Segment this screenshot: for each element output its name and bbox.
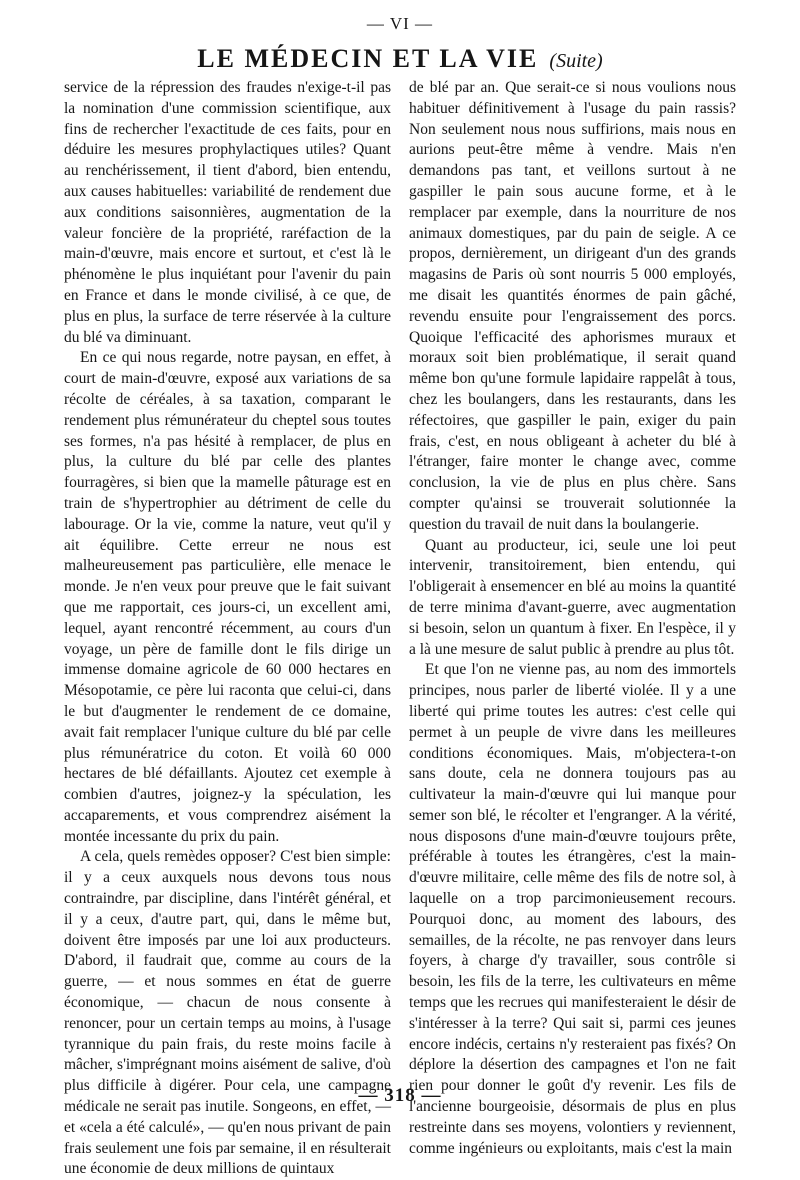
- page-number: — 318 —: [358, 1085, 442, 1106]
- right-column: [409, 78, 736, 1159]
- page-title: LE MÉDECIN ET LA VIE: [197, 44, 539, 73]
- paragraph: de blé par an. Que serait-ce si nous voulions nous habituer définitivement à l'usage du pain rassis? Non seulement nous nous suffirions, mais nous en aurions peut-être même à vendre. Mais n'en demandons pas tant, et veillons surtout à ne gaspiller le pain sous aucune forme, et à le remplacer par exemple, dans la nourriture de nos animaux domestiques, par du pain de seigle. A ce propos, dernièrement, un dirigeant d'un des grands magasins de Paris où sont nourris 5 000 employés, me disait les quantités énormes de pain gâché, revendu ensuite pour l'engraissement des porcs. Quoique l'efficacité des aphorismes muraux et moraux soit bien problématique, il serait quand même bon qu'une formule lapidaire rappelât à tous, chez les boulangers, dans les restaurants, dans les réfectoires, que gaspiller le pain, exiger du pain frais, c'est, en nous obligeant à acheter du blé à l'étranger, faire monter le change avec, comme conclusion, la vie de plus en plus chère. Sans compter qu'ainsi se trouverait solutionnée la question du travail de nuit dans la boulangerie.: [409, 79, 736, 533]
- paragraph: A cela, quels remèdes opposer? C'est bien simple: il y a ceux auxquels nous devons tous nous contraindre, par discipline, dans l'intérêt général, et il y a ceux, d'autre part, qui, dans le même but, doivent être imposés par une loi aux producteurs. D'abord, il faudrait que, comme au cours de la guerre, — et nous sommes en état de guerre économique, — chacun de nous consente à renoncer, pour un certain temps au moins, à l'usage tyrannique du pain frais, du reste moins facile à mâcher, s'imprégnant moins aisément de salive, d'où plus difficile à digérer. Pour cela, une campagne médicale ne serait pas inutile. Songeons, en effet, — et «cela a été calculé», — qu'en nous privant de pain frais seulement une fois par semaine, il en résulterait une économie de deux millions de quintaux: [64, 848, 391, 1178]
- page-header: [0, 44, 800, 74]
- paragraph: Quant au producteur, ici, seule une loi peut intervenir, transitoirement, bien entendu, qui l'obligerait à ensemencer en blé au moins la quantité de terre minima d'avant-guerre, avec augmentation si besoin, selon un quantum à fixer. En l'espèce, il y a là une mesure de salut public à prendre au plus tôt.: [409, 536, 736, 658]
- paragraph: service de la répression des fraudes n'exige-t-il pas la nomination d'une commission scientifique, aux fins de rechercher l'exactitude de ces faits, pour en déduire les mesures prophylactiques utiles? Quant au renchérissement, il tient d'abord, bien entendu, aux causes habituelles: variabilité de rendement due aux conditions saisonnières, augmentation de la valeur foncière de la propriété, raréfaction de la main-d'œuvre, mais encore et surtout, et c'est là le phénomène le plus inquiétant pour l'avenir du pain en France et dans le monde civilisé, à ce que, de plus en plus, la surface de terre réservée à la culture du blé va diminuant.: [64, 79, 391, 346]
- paragraph: Et que l'on ne vienne pas, au nom des immortels principes, nous parler de liberté violée. Il y a une liberté qui prime toutes les autres: c'est celle qui permet à un peuple de vivre dans les meilleures conditions économiques. Mais, m'objectera-t-on sans doute, cela ne donnera toujours pas au cultivateur la main-d'œuvre qui lui manque pour semer son blé, le récolter et l'engranger. A la vérité, nous disposons d'une main-d'œuvre toujours prête, préférable à toutes les étrangères, c'est la main-d'œuvre militaire, celle même des fils de notre sol, à laquelle on a trop parcimonieusement recours. Pourquoi donc, au moment des labours, des semailles, de la récolte, ne pas renvoyer dans leurs foyers, à charge d'y travailler, sous contrôle si besoin, les fils de la terre, les cultivateurs en même temps que les recrues qui manifesteraient le désir de s'intéresser à la terre? Qui sait si, parmi ces jeunes encore indécis, certains n'y resteraient pas fixés? On déplore la désertion des campagnes et l'on ne fait rien pour donner le goût d'y revenir. Les fils de l'ancienne bourgeoisie, désormais de plus en plus restreinte dans ses moyens, volontiers y reviennent, comme ingénieurs ou exploitants, mais c'est la main: [409, 661, 736, 1157]
- paragraph: En ce qui nous regarde, notre paysan, en effet, à court de main-d'œuvre, exposé aux variations de sa récolte de céréales, à sa taxation, comparant le rendement plus rémunérateur du cheptel sous toutes ses formes, n'a pas hésité à remplacer, de plus en plus, la culture du blé par celle des plantes fourragères, si bien que la mamelle pâturage est en train de s'hypertrophier au détriment de celle du labourage. Or la vie, comme la nature, veut qu'il y ait équilibre. Cette erreur ne nous est malheureusement pas particulière, elle menace le monde. Je n'en veux pour preuve que le fait suivant que me rapportait, ces jours-ci, un excellent ami, lequel, ayant rencontré récemment, au cours d'un voyage, un père de famille dont le fils dirige un immense domaine agricole de 60 000 hectares en Mésopotamie, ce père lui raconta que celui-ci, dans le but d'augmenter le rendement de ce domaine, avait fait remplacer l'unique culture du blé par celle plus rémunératrice du coton. Et voilà 60 000 hectares de blé défaillants. Ajoutez cet exemple à combien d'autres, joignez-y la spéculation, les accaparements, et vous comprendrez aisément la montée incessante du prix du pain.: [64, 349, 391, 845]
- title-suite: (Suite): [549, 50, 603, 72]
- left-column: [64, 78, 391, 1180]
- roman-page-number: — VI —: [366, 14, 434, 33]
